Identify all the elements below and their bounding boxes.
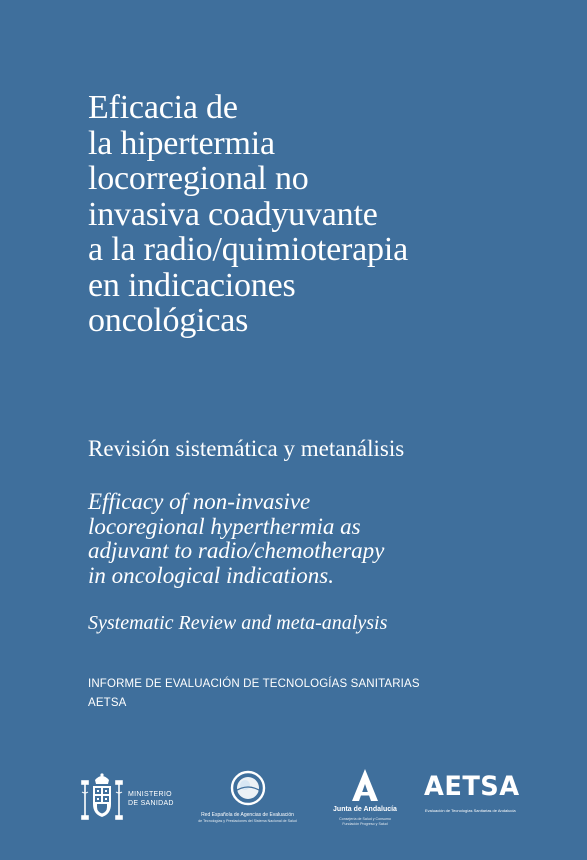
title-line: locorregional no <box>88 160 309 197</box>
junta-andalucia-name: Junta de Andalucía <box>333 806 397 813</box>
junta-andalucia-logo <box>325 768 405 830</box>
aetsa-logo <box>424 771 520 822</box>
title-line: a la radio/quimioterapia <box>88 231 408 268</box>
english-title-line: Efficacy of non-invasive <box>88 489 311 514</box>
aetsa-wordmark: AETSA <box>424 771 520 802</box>
series-label: INFORME DE EVALUACIÓN DE TECNOLOGÍAS SANITARIAS <box>88 678 420 690</box>
ministerio-name <box>128 791 174 808</box>
junta-fundacion: Fundación Progreso y Salud <box>342 822 388 826</box>
network-sphere-icon <box>230 770 266 806</box>
ministerio-line: MINISTERIO <box>128 791 172 798</box>
english-title-line: adjuvant to radio/chemotherapy <box>88 538 385 563</box>
ministerio-line: DE SANIDAD <box>128 799 174 807</box>
red-agencias-logo <box>190 770 305 830</box>
english-title <box>88 490 568 588</box>
red-agencias-subtitle: de Tecnologías y Prestaciones del Sistema Nacional de Salud <box>198 819 297 823</box>
series-agency: AETSA <box>88 697 127 709</box>
junta-arch-icon <box>349 768 381 802</box>
junta-consejeria: Consejería de Salud y Consumo <box>339 817 391 821</box>
title-line: invasiva coadyuvante <box>88 195 378 233</box>
english-title-line: locoregional hyperthermia as <box>88 513 361 539</box>
english-subtitle: Systematic Review and meta-analysis <box>88 612 388 634</box>
spanish-subtitle: Revisión sistemática y metanálisis <box>88 436 405 461</box>
title-line: la hipertermia <box>88 124 275 162</box>
english-title-line: in oncological indications. <box>88 562 334 588</box>
spanish-title <box>88 90 568 339</box>
report-series <box>88 675 420 713</box>
coat-of-arms-icon <box>80 772 124 822</box>
aetsa-tagline: Evaluación de Tecnologías Sanitarias de Andalucía <box>425 808 516 813</box>
institution-logos <box>0 760 587 830</box>
title-line: en indicaciones <box>88 266 296 304</box>
title-line: Eficacia de <box>88 89 238 126</box>
title-line: oncológicas <box>88 302 249 339</box>
red-agencias-name: Red Española de Agencias de Evaluación <box>201 812 294 818</box>
ministerio-sanidad-logo <box>80 772 180 824</box>
